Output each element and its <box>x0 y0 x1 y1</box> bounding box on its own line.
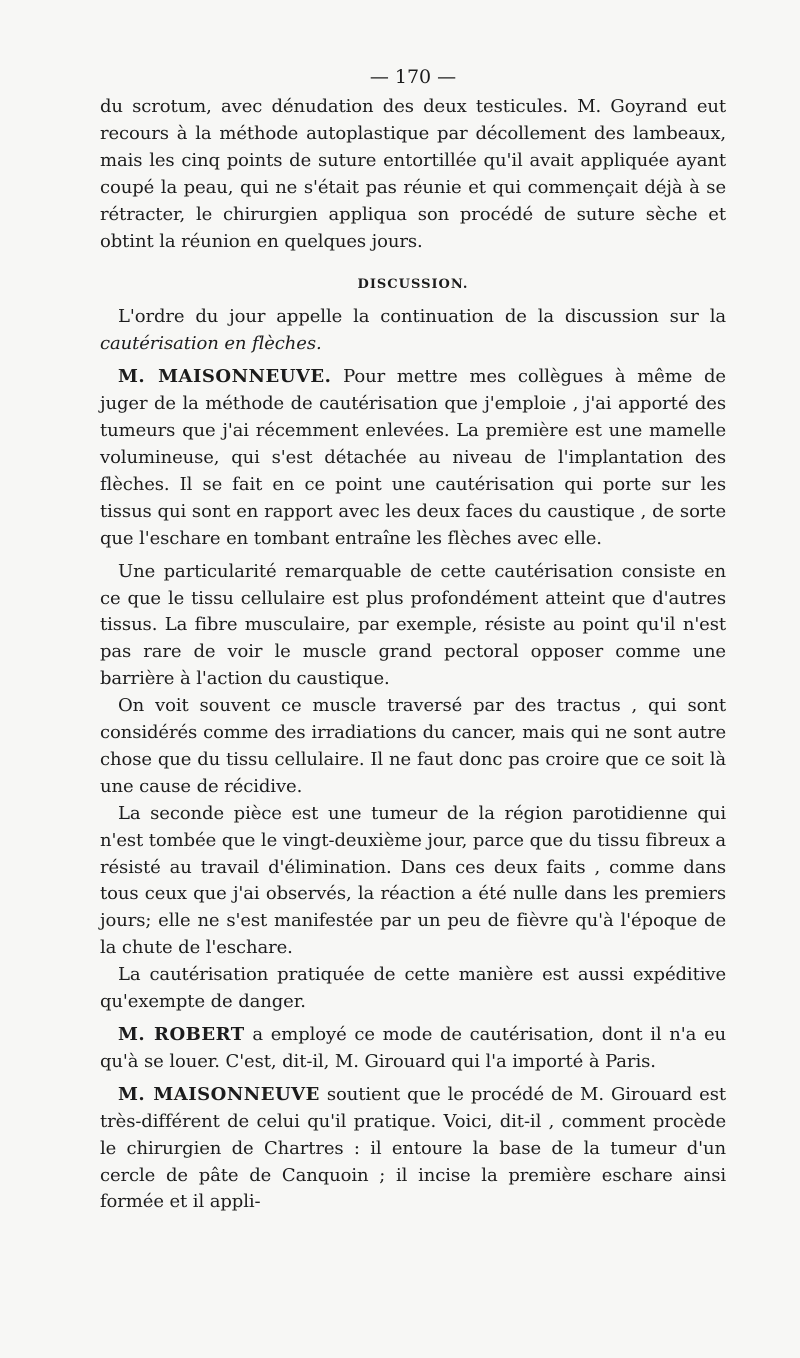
speaker-name: M. ROBERT <box>118 1024 245 1045</box>
page-number: — 170 — <box>369 66 457 88</box>
paragraph: La cautérisation pratiquée de cette manière est aussi expéditive qu'exempte de danger. <box>100 964 726 1013</box>
speaker-name: M. MAISONNEUVE <box>118 1083 320 1105</box>
paragraph-text: L'ordre du jour appelle la continuation de la discussion sur la <box>118 306 726 328</box>
paragraph <box>100 1082 726 1217</box>
emphasis-text: cautérisation en flèches. <box>100 333 322 355</box>
paragraph <box>100 304 726 358</box>
paragraph-text: soutient que le procédé de M. Girouard est très-différent de celui qu'il pratique. Voici, dit-il , comment procède le chirurgien de Chartres : il entoure la base de la tumeur d'un cercle de pâte de Canquoin ; il incise la première eschare ainsi formée et il appli- <box>100 1083 726 1213</box>
paragraph <box>100 1022 726 1076</box>
paragraph: La seconde pièce est une tumeur de la région parotidienne qui n'est tombée que le vingt-deuxième jour, parce que du tissu fibreux a résisté au travail d'élimination. Dans ces deux faits , comme dans tous ceux que j'ai observés, la réaction a été nulle dans les premiers jours; elle ne s'est manifestée par un peu de fièvre qu'à l'époque de la chute de l'eschare. <box>100 802 726 959</box>
paragraph <box>100 364 726 552</box>
paragraph-text: Pour mettre mes collègues à même de juger de la méthode de cautérisation que j'emploie , j'ai apporté des tumeurs que j'ai récemment enlevées. La première est une mamelle volumineuse, qui s'est détachée au niveau de l'implantation des flèches. Il se fait en ce point une cautérisation qui porte sur les tissus qui sont en rapport avec les deux faces du caustique , de sorte que l'eschare en tombant entraîne les flèches avec elle. <box>100 366 726 549</box>
section-heading: DISCUSSION. <box>357 277 469 293</box>
paragraph-text: a employé ce mode de cautérisation, dont il n'a eu qu'à se louer. C'est, dit-il, M. Girouard qui l'a importé à Paris. <box>100 1024 726 1072</box>
speaker-name: M. MAISONNEUVE. <box>118 366 332 388</box>
paragraph: du scrotum, avec dénudation des deux testicules. M. Goyrand eut recours à la méthode autoplastique par décollement des lambeaux, mais les cinq points de suture entortillée qu'il avait appliquée ayant coupé la peau, qui ne s'était pas réunie et qui commençait déjà à se rétracter, le chirurgien appliqua son procédé de suture sèche et obtint la réunion en quelques jours. <box>100 96 726 252</box>
page <box>100 62 726 1216</box>
paragraph: Une particularité remarquable de cette cautérisation consiste en ce que le tissu cellulaire est plus profondément atteint que d'autres tissus. La fibre musculaire, par exemple, résiste au point qu'il n'est pas rare de voir le muscle grand pectoral opposer comme une barrière à l'action du caustique. <box>100 560 726 690</box>
paragraph: On voit souvent ce muscle traversé par des tractus , qui sont considérés comme des irradiations du cancer, mais qui ne sont autre chose que du tissu cellulaire. Il ne faut donc pas croire que ce soit là une cause de récidive. <box>100 695 726 797</box>
